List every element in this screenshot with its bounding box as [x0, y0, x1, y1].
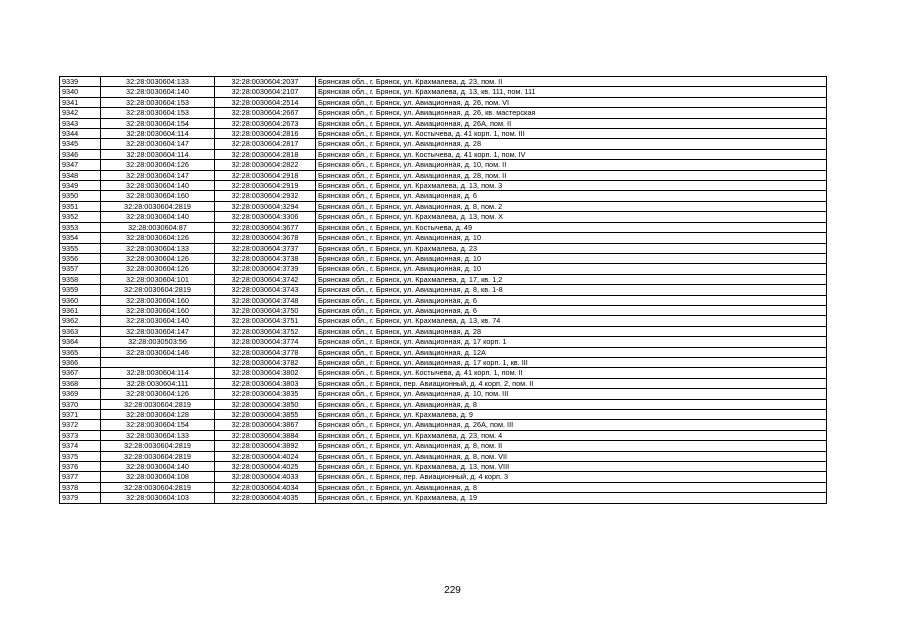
address-cell: Брянская обл., г. Брянск, ул. Авиационная, д. 26А, пом. II [316, 118, 827, 128]
table-row [60, 399, 827, 409]
object-cadastral-number-cell: 32:28:0030604:3294 [215, 201, 316, 211]
address-cell: Брянская обл., г. Брянск, ул. Авиационная, д. 8, пом. II [316, 441, 827, 451]
parent-cadastral-number-cell: 32:28:0030604:103 [101, 493, 215, 503]
parent-cadastral-number-cell: 32:28:0030604:126 [101, 264, 215, 274]
object-cadastral-number-cell: 32:28:0030604:3742 [215, 274, 316, 284]
object-cadastral-number-cell: 32:28:0030604:3782 [215, 357, 316, 367]
address-cell: Брянская обл., г. Брянск, ул. Авиационная, д. 26А, пом. III [316, 420, 827, 430]
parent-cadastral-number-cell: 32:28:0030604:160 [101, 295, 215, 305]
address-cell: Брянская обл., г. Брянск, ул. Авиационная, д. 8, пом. VII [316, 451, 827, 461]
address-cell: Брянская обл., г. Брянск, ул. Авиационная, д. 17 корп. 1, кв. III [316, 357, 827, 367]
address-cell: Брянская обл., г. Брянск, ул. Костычева, д. 41 корп. 1, пом. IV [316, 149, 827, 159]
object-cadastral-number-cell: 32:28:0030604:2816 [215, 129, 316, 139]
table-row [60, 170, 827, 180]
row-number-cell: 9376 [60, 462, 101, 472]
row-number-cell: 9372 [60, 420, 101, 430]
parent-cadastral-number-cell: 32:28:0030503:56 [101, 337, 215, 347]
object-cadastral-number-cell: 32:28:0030604:3802 [215, 368, 316, 378]
address-cell: Брянская обл., г. Брянск, ул. Авиационная, д. 10 [316, 253, 827, 263]
parent-cadastral-number-cell: 32:28:0030604:147 [101, 326, 215, 336]
object-cadastral-number-cell: 32:28:0030604:3892 [215, 441, 316, 451]
parent-cadastral-number-cell: 32:28:0030604:133 [101, 77, 215, 87]
object-cadastral-number-cell: 32:28:0030604:3835 [215, 389, 316, 399]
address-cell: Брянская обл., г. Брянск, ул. Авиационная, д. 8 [316, 482, 827, 492]
address-cell: Брянская обл., г. Брянск, ул. Крахмалева, д. 19 [316, 493, 827, 503]
table-row [60, 441, 827, 451]
address-cell: Брянская обл., г. Брянск, пер. Авиационный, д. 4 корп. 3 [316, 472, 827, 482]
object-cadastral-number-cell: 32:28:0030604:3751 [215, 316, 316, 326]
table-row [60, 222, 827, 232]
table-row [60, 472, 827, 482]
page-number: 229 [444, 585, 461, 596]
row-number-cell: 9339 [60, 77, 101, 87]
row-number-cell: 9340 [60, 87, 101, 97]
parent-cadastral-number-cell: 32:28:0030604:2819 [101, 399, 215, 409]
parent-cadastral-number-cell: 32:28:0030604:140 [101, 212, 215, 222]
parent-cadastral-number-cell: 32:28:0030604:114 [101, 149, 215, 159]
parent-cadastral-number-cell: 32:28:0030604:2819 [101, 482, 215, 492]
table-row [60, 233, 827, 243]
table-row [60, 347, 827, 357]
object-cadastral-number-cell: 32:28:0030604:3855 [215, 410, 316, 420]
parent-cadastral-number-cell: 32:28:0030604:2819 [101, 285, 215, 295]
row-number-cell: 9352 [60, 212, 101, 222]
row-number-cell: 9342 [60, 108, 101, 118]
parent-cadastral-number-cell: 32:28:0030604:153 [101, 108, 215, 118]
object-cadastral-number-cell: 32:28:0030604:2107 [215, 87, 316, 97]
row-number-cell: 9341 [60, 97, 101, 107]
address-cell: Брянская обл., г. Брянск, ул. Костычева, д. 41 корп. 1, пом. II [316, 368, 827, 378]
object-cadastral-number-cell: 32:28:0030604:3677 [215, 222, 316, 232]
object-cadastral-number-cell: 32:28:0030604:4033 [215, 472, 316, 482]
address-cell: Брянская обл., г. Брянск, ул. Авиационная, д. 28, пом. II [316, 170, 827, 180]
object-cadastral-number-cell: 32:28:0030604:3752 [215, 326, 316, 336]
row-number-cell: 9377 [60, 472, 101, 482]
table-row [60, 77, 827, 87]
row-number-cell: 9364 [60, 337, 101, 347]
object-cadastral-number-cell: 32:28:0030604:2918 [215, 170, 316, 180]
address-cell: Брянская обл., г. Брянск, ул. Крахмалева, д. 17, кв. 1,2 [316, 274, 827, 284]
table-row [60, 430, 827, 440]
row-number-cell: 9355 [60, 243, 101, 253]
table-row [60, 451, 827, 461]
table-row [60, 191, 827, 201]
row-number-cell: 9363 [60, 326, 101, 336]
table-row [60, 160, 827, 170]
table-row [60, 129, 827, 139]
table-row [60, 108, 827, 118]
object-cadastral-number-cell: 32:28:0030604:4034 [215, 482, 316, 492]
object-cadastral-number-cell: 32:28:0030604:3778 [215, 347, 316, 357]
address-cell: Брянская обл., г. Брянск, ул. Авиационная, д. 10, пом. II [316, 160, 827, 170]
address-cell: Брянская обл., г. Брянск, ул. Авиационная, д. 10 [316, 233, 827, 243]
table-row [60, 274, 827, 284]
row-number-cell: 9371 [60, 410, 101, 420]
table-body [60, 77, 827, 504]
object-cadastral-number-cell: 32:28:0030604:3850 [215, 399, 316, 409]
row-number-cell: 9367 [60, 368, 101, 378]
table-row [60, 181, 827, 191]
parent-cadastral-number-cell: 32:28:0030604:160 [101, 305, 215, 315]
object-cadastral-number-cell: 32:28:0030604:3739 [215, 264, 316, 274]
address-cell: Брянская обл., г. Брянск, ул. Крахмалева, д. 13, кв. 111, пом. 111 [316, 87, 827, 97]
address-cell: Брянская обл., г. Брянск, ул. Авиационная, д. 28 [316, 326, 827, 336]
object-cadastral-number-cell: 32:28:0030604:2673 [215, 118, 316, 128]
parent-cadastral-number-cell: 32:28:0030604:111 [101, 378, 215, 388]
object-cadastral-number-cell: 32:28:0030604:4035 [215, 493, 316, 503]
table-row [60, 316, 827, 326]
row-number-cell: 9379 [60, 493, 101, 503]
table-row [60, 357, 827, 367]
object-cadastral-number-cell: 32:28:0030604:4025 [215, 462, 316, 472]
row-number-cell: 9348 [60, 170, 101, 180]
row-number-cell: 9359 [60, 285, 101, 295]
object-cadastral-number-cell: 32:28:0030604:3678 [215, 233, 316, 243]
address-cell: Брянская обл., г. Брянск, ул. Авиационная, д. 6 [316, 305, 827, 315]
address-cell: Брянская обл., г. Брянск, ул. Авиационная, д. 8 [316, 399, 827, 409]
row-number-cell: 9356 [60, 253, 101, 263]
table-row [60, 118, 827, 128]
row-number-cell: 9357 [60, 264, 101, 274]
cadastral-table [59, 76, 827, 504]
table-row [60, 149, 827, 159]
row-number-cell: 9351 [60, 201, 101, 211]
table-row [60, 243, 827, 253]
object-cadastral-number-cell: 32:28:0030604:3750 [215, 305, 316, 315]
parent-cadastral-number-cell: 32:28:0030604:2819 [101, 201, 215, 211]
address-cell: Брянская обл., г. Брянск, ул. Костычева, д. 49 [316, 222, 827, 232]
table-row [60, 285, 827, 295]
parent-cadastral-number-cell: 32:28:0030604:101 [101, 274, 215, 284]
row-number-cell: 9378 [60, 482, 101, 492]
row-number-cell: 9350 [60, 191, 101, 201]
object-cadastral-number-cell: 32:28:0030604:2514 [215, 97, 316, 107]
table-row [60, 201, 827, 211]
table-row [60, 139, 827, 149]
object-cadastral-number-cell: 32:28:0030604:3743 [215, 285, 316, 295]
row-number-cell: 9347 [60, 160, 101, 170]
parent-cadastral-number-cell: 32:28:0030604:140 [101, 87, 215, 97]
parent-cadastral-number-cell: 32:28:0030604:160 [101, 191, 215, 201]
row-number-cell: 9353 [60, 222, 101, 232]
table-row [60, 305, 827, 315]
address-cell: Брянская обл., г. Брянск, ул. Крахмалева, д. 13, пом. VIII [316, 462, 827, 472]
parent-cadastral-number-cell [101, 357, 215, 367]
table-row [60, 410, 827, 420]
parent-cadastral-number-cell: 32:28:0030604:147 [101, 139, 215, 149]
row-number-cell: 9361 [60, 305, 101, 315]
parent-cadastral-number-cell: 32:28:0030604:128 [101, 410, 215, 420]
parent-cadastral-number-cell: 32:28:0030604:126 [101, 389, 215, 399]
address-cell: Брянская обл., г. Брянск, ул. Крахмалева, д. 23, пом. II [316, 77, 827, 87]
address-cell: Брянская обл., г. Брянск, ул. Авиационная, д. 26, кв. мастерская [316, 108, 827, 118]
parent-cadastral-number-cell: 32:28:0030604:146 [101, 347, 215, 357]
parent-cadastral-number-cell: 32:28:0030604:140 [101, 462, 215, 472]
table-row [60, 337, 827, 347]
table-row [60, 212, 827, 222]
parent-cadastral-number-cell: 32:28:0030604:140 [101, 316, 215, 326]
object-cadastral-number-cell: 32:28:0030604:2037 [215, 77, 316, 87]
row-number-cell: 9365 [60, 347, 101, 357]
address-cell: Брянская обл., г. Брянск, ул. Крахмалева, д. 9 [316, 410, 827, 420]
parent-cadastral-number-cell: 32:28:0030604:147 [101, 170, 215, 180]
row-number-cell: 9369 [60, 389, 101, 399]
table-row [60, 389, 827, 399]
address-cell: Брянская обл., г. Брянск, ул. Крахмалева, д. 13, кв. 74 [316, 316, 827, 326]
parent-cadastral-number-cell: 32:28:0030604:133 [101, 430, 215, 440]
address-cell: Брянская обл., г. Брянск, ул. Авиационная, д. 10 [316, 264, 827, 274]
parent-cadastral-number-cell: 32:28:0030604:2819 [101, 451, 215, 461]
row-number-cell: 9362 [60, 316, 101, 326]
parent-cadastral-number-cell: 32:28:0030604:140 [101, 181, 215, 191]
row-number-cell: 9373 [60, 430, 101, 440]
row-number-cell: 9346 [60, 149, 101, 159]
object-cadastral-number-cell: 32:28:0030604:3867 [215, 420, 316, 430]
row-number-cell: 9368 [60, 378, 101, 388]
table-row [60, 482, 827, 492]
address-cell: Брянская обл., г. Брянск, ул. Авиационная, д. 17 корп. 1 [316, 337, 827, 347]
parent-cadastral-number-cell: 32:28:0030604:114 [101, 368, 215, 378]
object-cadastral-number-cell: 32:28:0030604:3803 [215, 378, 316, 388]
object-cadastral-number-cell: 32:28:0030604:2818 [215, 149, 316, 159]
table-row [60, 368, 827, 378]
row-number-cell: 9349 [60, 181, 101, 191]
parent-cadastral-number-cell: 32:28:0030604:114 [101, 129, 215, 139]
table-row [60, 326, 827, 336]
parent-cadastral-number-cell: 32:28:0030604:126 [101, 160, 215, 170]
address-cell: Брянская обл., г. Брянск, ул. Костычева, д. 41 корп. 1, пом. III [316, 129, 827, 139]
row-number-cell: 9343 [60, 118, 101, 128]
object-cadastral-number-cell: 32:28:0030604:2919 [215, 181, 316, 191]
table-row [60, 264, 827, 274]
parent-cadastral-number-cell: 32:28:0030604:126 [101, 233, 215, 243]
object-cadastral-number-cell: 32:28:0030604:3738 [215, 253, 316, 263]
row-number-cell: 9374 [60, 441, 101, 451]
row-number-cell: 9366 [60, 357, 101, 367]
object-cadastral-number-cell: 32:28:0030604:3884 [215, 430, 316, 440]
table-row [60, 378, 827, 388]
object-cadastral-number-cell: 32:28:0030604:3748 [215, 295, 316, 305]
address-cell: Брянская обл., г. Брянск, ул. Авиационная, д. 26, пом. VI [316, 97, 827, 107]
parent-cadastral-number-cell: 32:28:0030604:133 [101, 243, 215, 253]
object-cadastral-number-cell: 32:28:0030604:3737 [215, 243, 316, 253]
object-cadastral-number-cell: 32:28:0030604:2822 [215, 160, 316, 170]
row-number-cell: 9358 [60, 274, 101, 284]
address-cell: Брянская обл., г. Брянск, ул. Авиационная, д. 28 [316, 139, 827, 149]
address-cell: Брянская обл., г. Брянск, ул. Крахмалева, д. 13, пом. X [316, 212, 827, 222]
object-cadastral-number-cell: 32:28:0030604:2667 [215, 108, 316, 118]
parent-cadastral-number-cell: 32:28:0030604:154 [101, 118, 215, 128]
object-cadastral-number-cell: 32:28:0030604:2817 [215, 139, 316, 149]
table-row [60, 420, 827, 430]
parent-cadastral-number-cell: 32:28:0030604:87 [101, 222, 215, 232]
row-number-cell: 9370 [60, 399, 101, 409]
table-row [60, 97, 827, 107]
parent-cadastral-number-cell: 32:28:0030604:108 [101, 472, 215, 482]
row-number-cell: 9344 [60, 129, 101, 139]
table-row [60, 253, 827, 263]
table-row [60, 462, 827, 472]
address-cell: Брянская обл., г. Брянск, ул. Крахмалева, д. 23, пом. 4 [316, 430, 827, 440]
address-cell: Брянская обл., г. Брянск, ул. Авиационная, д. 8, кв. 1-8 [316, 285, 827, 295]
parent-cadastral-number-cell: 32:28:0030604:154 [101, 420, 215, 430]
object-cadastral-number-cell: 32:28:0030604:3306 [215, 212, 316, 222]
parent-cadastral-number-cell: 32:28:0030604:126 [101, 253, 215, 263]
address-cell: Брянская обл., г. Брянск, ул. Крахмалева, д. 23 [316, 243, 827, 253]
row-number-cell: 9375 [60, 451, 101, 461]
address-cell: Брянская обл., г. Брянск, пер. Авиационный, д. 4 корп. 2, пом. II [316, 378, 827, 388]
address-cell: Брянская обл., г. Брянск, ул. Авиационная, д. 6 [316, 295, 827, 305]
row-number-cell: 9345 [60, 139, 101, 149]
address-cell: Брянская обл., г. Брянск, ул. Авиационная, д. 6 [316, 191, 827, 201]
table-row [60, 87, 827, 97]
address-cell: Брянская обл., г. Брянск, ул. Крахмалева, д. 13, пом. 3 [316, 181, 827, 191]
object-cadastral-number-cell: 32:28:0030604:2932 [215, 191, 316, 201]
address-cell: Брянская обл., г. Брянск, ул. Авиационная, д. 8, пом. 2 [316, 201, 827, 211]
table-row [60, 493, 827, 503]
table-row [60, 295, 827, 305]
address-cell: Брянская обл., г. Брянск, ул. Авиационная, д. 10, пом. III [316, 389, 827, 399]
object-cadastral-number-cell: 32:28:0030604:3774 [215, 337, 316, 347]
row-number-cell: 9354 [60, 233, 101, 243]
address-cell: Брянская обл., г. Брянск, ул. Авиационная, д. 12А [316, 347, 827, 357]
parent-cadastral-number-cell: 32:28:0030604:2819 [101, 441, 215, 451]
object-cadastral-number-cell: 32:28:0030604:4024 [215, 451, 316, 461]
row-number-cell: 9360 [60, 295, 101, 305]
parent-cadastral-number-cell: 32:28:0030604:153 [101, 97, 215, 107]
